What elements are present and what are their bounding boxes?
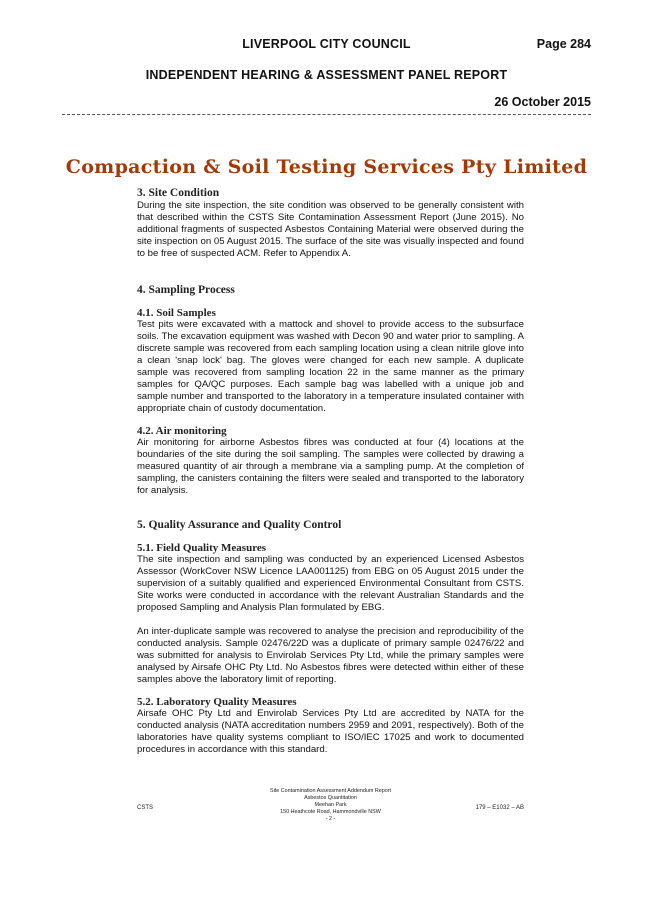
section-5-1-text: The site inspection and sampling was conducted by an experienced Licensed Asbestos Assessor (WorkCover NSW Licence LAA001125) from EBG on 05 August 2015 under the supervision of a suitably qualified and experienced Environmental Consultant from CSTS. Site works were conducted in accordance with the relevant Australian Standards and the proposed Sampling and Analysis Plan formulated by EBG.	[137, 554, 524, 613]
section-4-heading: 4. Sampling Process	[137, 284, 235, 296]
section-4-2-heading: 4.2. Air monitoring	[137, 425, 227, 437]
header-divider	[62, 114, 591, 115]
footer-line-2: Asbestos Quantitation	[304, 795, 357, 801]
footer-line-5: - 2 -	[325, 816, 336, 822]
footer-line-4: 150 Heathcote Road, Hammondville NSW	[280, 809, 381, 815]
section-5-1-heading: 5.1. Field Quality Measures	[137, 542, 267, 554]
section-5-heading: 5. Quality Assurance and Quality Control	[137, 519, 342, 531]
report-title: INDEPENDENT HEARING & ASSESSMENT PANEL REPORT	[145, 68, 508, 82]
section-3-text: During the site inspection, the site condition was observed to be generally consistent with that described within the CSTS Site Contamination Assessment Report (June 2015). No additional fragments of suspected Asbestos Containing Material were observed during the site inspection on 05 August 2015. The surface of the site was visually inspected and found to be free of suspected ACM. Refer to Appendix A.	[137, 200, 524, 259]
document-body	[137, 187, 524, 756]
section-4-1-text: Test pits were excavated with a mattock and shovel to provide access to the subsurface soils. The excavation equipment was washed with Decon 90 and water prior to sampling. A discrete sample was recovered from each sampling location using a clean nitrile glove into a clean 'snap lock' bag. The gloves were changed for each new sample. A duplicate sample was recovered from sampling location 22 in the same manner as the primary samples for QA/QC purposes. Each sample bag was labelled with a unique job and sample number and transported to the laboratory in a temperature insulated container with appropriate chain of custody documentation.	[137, 319, 524, 414]
section-3-heading: 3. Site Condition	[137, 187, 220, 199]
footer-right: 179 – E1032 – AB	[475, 805, 524, 811]
company-title: Compaction & Soil Testing Services Pty Limited	[65, 156, 588, 178]
page-number: Page 284	[536, 37, 591, 51]
page-footer	[137, 788, 524, 833]
section-4-1-heading: 4.1. Soil Samples	[137, 307, 216, 319]
section-4-2-text: Air monitoring for airborne Asbestos fibres was conducted at four (4) locations at the boundaries of the site during the soil sampling. The samples were collected by drawing a measured quantity of air through a membrane via a sampling pump. At the completion of sampling, the canisters containing the filters were sealed and transported to the laboratory for analysis.	[137, 437, 524, 496]
section-5-1-text-2: An inter-duplicate sample was recovered to analyse the precision and reproducibility of the conducted analysis. Sample 02476/22D was a duplicate of primary sample 02476/22 and was submitted for analysis to Envirolab Services Pty Ltd, while the primary samples were analysed by Airsafe OHC Pty Ltd. No Asbestos fibres were detected within either of these samples above the laboratory limit of reporting.	[137, 626, 524, 685]
section-5-2-heading: 5.2. Laboratory Quality Measures	[137, 696, 297, 708]
footer-left: CSTS	[137, 805, 154, 811]
report-date: 26 October 2015	[494, 95, 591, 109]
footer-line-3: Meehan Park	[314, 802, 347, 808]
council-name: LIVERPOOL CITY COUNCIL	[242, 37, 411, 51]
footer-center	[137, 788, 524, 823]
footer-line-1: Site Contamination Assessment Addendum Report	[269, 788, 392, 794]
section-5-2-text: Airsafe OHC Pty Ltd and Envirolab Services Pty Ltd are accredited by NATA for the conducted analysis (NATA accreditation numbers 2959 and 2091, respectively). Both of the laboratories have quality systems compliant to ISO/IEC 17025 and work to documented procedures in accordance with this standard.	[137, 708, 524, 755]
